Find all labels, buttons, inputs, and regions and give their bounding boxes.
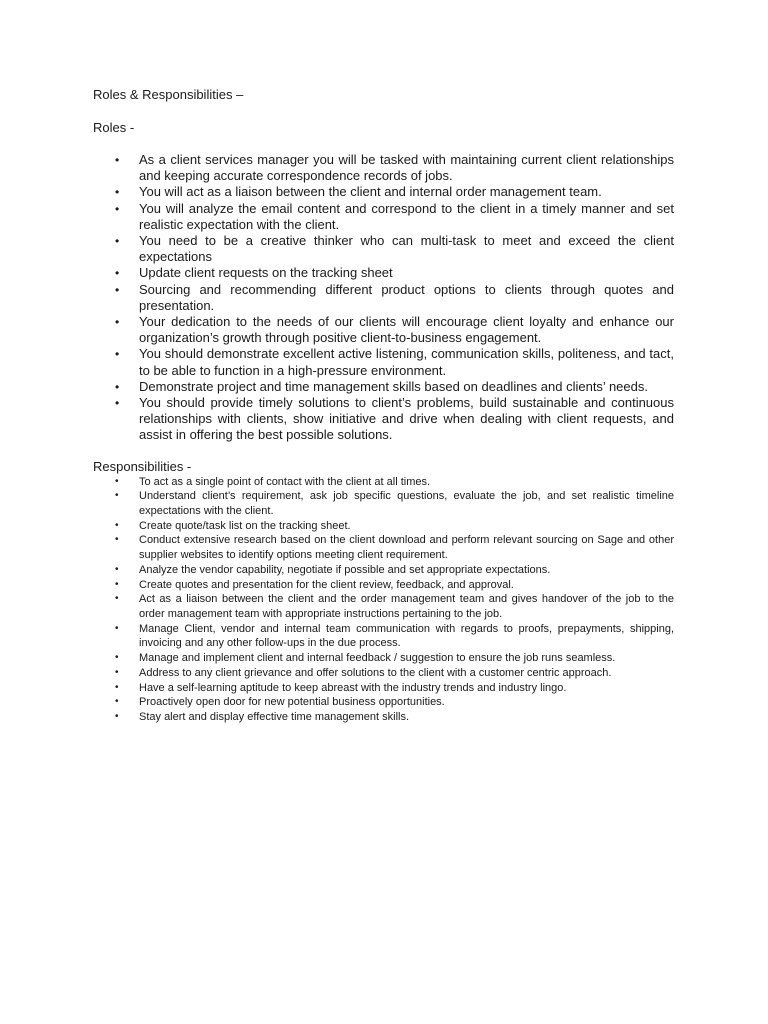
responsibility-text: Manage and implement client and internal feedback / suggestion to ensure the job runs seamless. [139,652,616,665]
bullet-icon: • [115,593,119,605]
role-text: You should demonstrate excellent active listening, communication skills, politeness, and tact, to be able to function in a high-pressure environment. [139,346,674,378]
role-text: As a client services manager you will be tasked with maintaining current client relationships and keeping accurate correspondence records of jobs. [139,152,674,184]
roles-heading: Roles - [93,120,135,135]
list-item [93,651,674,666]
bullet-icon: • [115,578,119,590]
bullet-icon: • [115,563,119,575]
bullet-icon: • [115,234,120,249]
responsibility-text: Analyze the vendor capability, negotiate if possible and set appropriate expectations. [139,563,551,576]
bullet-icon: • [115,652,119,664]
document-page [93,86,674,725]
responsibility-text: To act as a single point of contact with the client at all times. [139,475,431,488]
list-item [93,592,674,621]
bullet-icon: • [115,622,119,634]
bullet-icon: • [115,347,120,362]
bullet-icon: • [115,315,120,330]
responsibility-text: Create quote/task list on the tracking sheet. [139,519,351,532]
list-item [93,201,674,233]
list-item [93,622,674,651]
role-text: You should provide timely solutions to client’s problems, build sustainable and continuous relationships with clients, show initiative and drive when dealing with client requests, and assist in offering the best possible solutions. [139,395,674,443]
responsibility-text: Address to any client grievance and offer solutions to the client with a customer centric approach. [139,666,612,679]
list-item [93,265,674,281]
roles-list [93,152,674,444]
list-item [93,681,674,696]
role-text: You need to be a creative thinker who can multi-task to meet and exceed the client expectations [139,233,674,265]
list-item [93,152,674,184]
role-text: Update client requests on the tracking sheet [139,265,393,281]
bullet-icon: • [115,396,120,411]
bullet-icon: • [115,153,120,167]
list-item [93,395,674,444]
bullet-icon: • [115,475,119,487]
bullet-icon: • [115,666,119,678]
list-item [93,519,674,534]
responsibility-text: Stay alert and display effective time management skills. [139,710,410,723]
responsibility-text: Manage Client, vendor and internal team communication with regards to proofs, prepayments, shipping, invoicing and any other follow-ups in the due process. [139,622,674,650]
bullet-icon: • [115,519,119,531]
responsibilities-heading: Responsibilities - [93,458,192,474]
list-item [93,563,674,578]
role-text: Your dedication to the needs of our clients will encourage client loyalty and enhance our organization’s growth through positive client-to-business engagement. [139,314,674,346]
list-item [93,489,674,518]
bullet-icon: • [115,379,120,394]
list-item [93,533,674,562]
role-text: Sourcing and recommending different product options to clients through quotes and presentation. [139,281,674,313]
list-item [93,475,674,490]
bullet-icon: • [115,201,120,216]
responsibility-text: Create quotes and presentation for the client review, feedback, and approval. [139,578,514,591]
document-title: Roles & Responsibilities – [93,87,244,102]
responsibilities-list [93,475,674,725]
list-item [93,695,674,710]
list-item [93,710,674,725]
responsibility-text: Act as a liaison between the client and the order management team and gives handover of the job to the order management team with appropriate instructions pertaining to the job. [139,593,674,620]
responsibility-text: Conduct extensive research based on the client download and perform relevant sourcing on Sage and other supplier websites to identify options meeting client requirement. [139,534,674,562]
responsibility-text: Have a self-learning aptitude to keep abreast with the industry trends and industry lingo. [139,681,567,694]
list-item [93,314,674,346]
role-text: Demonstrate project and time management skills based on deadlines and clients’ needs. [139,378,648,394]
bullet-icon: • [115,534,119,546]
list-item [93,233,674,265]
list-item [93,184,674,200]
responsibility-text: Understand client’s requirement, ask job specific questions, evaluate the job, and set realistic timeline expectations with the client. [139,490,674,518]
bullet-icon: • [115,681,119,693]
list-item [93,578,674,593]
bullet-icon: • [115,282,120,297]
responsibility-text: Proactively open door for new potential business opportunities. [139,696,445,709]
list-item [93,282,674,314]
list-item [93,346,674,378]
role-text: You will act as a liaison between the client and internal order management team. [139,184,602,200]
bullet-icon: • [115,710,119,722]
role-text: You will analyze the email content and correspond to the client in a timely manner and set realistic expectation with the client. [139,200,674,232]
list-item [93,666,674,681]
bullet-icon: • [115,266,120,281]
list-item [93,379,674,395]
bullet-icon: • [115,696,119,708]
bullet-icon: • [115,185,120,200]
bullet-icon: • [115,490,119,502]
